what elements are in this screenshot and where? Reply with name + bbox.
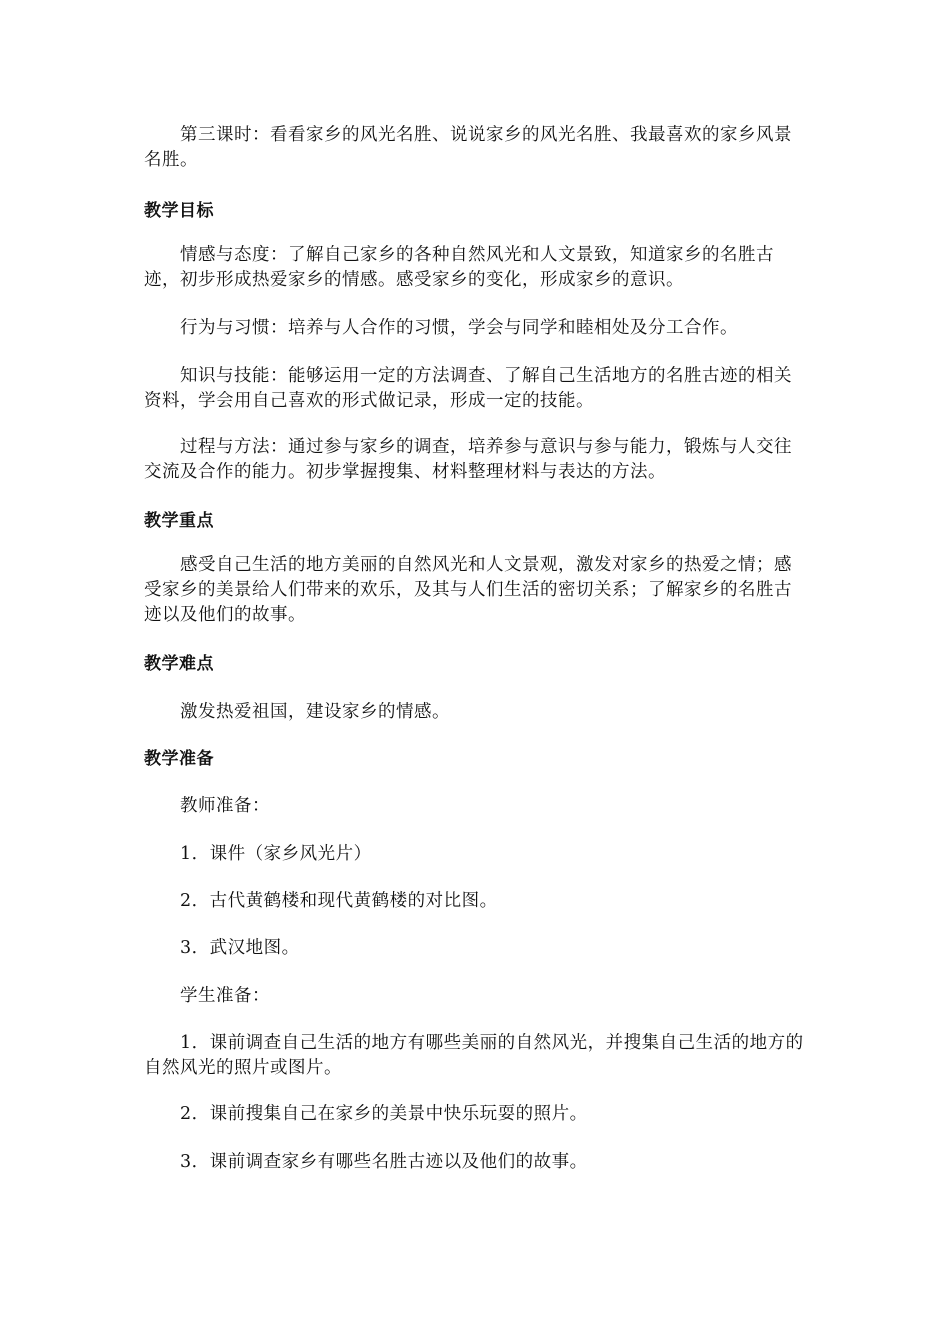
lesson-paragraph: 第三课时：看看家乡的风光名胜、说说家乡的风光名胜、我最喜欢的家乡风景名胜。 (144, 125, 792, 170)
key-paragraph: 感受自己生活的地方美丽的自然风光和人文景观，激发对家乡的热爱之情；感受家乡的美景给人们带来的欢乐，及其与人们生活的密切关系；了解家乡的名胜古迹以及他们的故事。 (144, 555, 792, 625)
teacher-prep-item: 2．古代黄鹤楼和现代黄鹤楼的对比图。 (180, 891, 498, 911)
prep-heading: 教学准备 (144, 749, 214, 769)
goal-behavior-paragraph: 行为与习惯：培养与人合作的习惯，学会与同学和睦相处及分工合作。 (180, 318, 738, 338)
goal-knowledge-paragraph: 知识与技能：能够运用一定的方法调查、了解自己生活地方的名胜古迹的相关资料，学会用自己喜欢的形式做记录，形成一定的技能。 (144, 366, 792, 411)
difficulty-heading: 教学难点 (144, 654, 214, 674)
student-prep-item: 2．课前搜集自己在家乡的美景中快乐玩耍的照片。 (180, 1104, 588, 1124)
goal-emotion-paragraph: 情感与态度：了解自己家乡的各种自然风光和人文景致，知道家乡的名胜古迹，初步形成热爱家乡的情感。感受家乡的变化，形成家乡的意识。 (144, 245, 774, 290)
teacher-prep-label: 教师准备： (180, 796, 270, 816)
difficulty-paragraph: 激发热爱祖国，建设家乡的情感。 (180, 702, 450, 722)
goal-process-paragraph: 过程与方法：通过参与家乡的调查，培养参与意识与参与能力，锻炼与人交往交流及合作的能力。初步掌握搜集、材料整理材料与表达的方法。 (144, 437, 792, 482)
student-prep-item: 3．课前调查家乡有哪些名胜古迹以及他们的故事。 (180, 1152, 588, 1172)
teacher-prep-item: 3．武汉地图。 (180, 938, 300, 958)
key-heading: 教学重点 (144, 511, 214, 531)
goals-heading: 教学目标 (144, 201, 214, 221)
student-prep-label: 学生准备： (180, 986, 270, 1006)
student-prep-item: 1．课前调查自己生活的地方有哪些美丽的自然风光，并搜集自己生活的地方的自然风光的照片或图片。 (144, 1033, 804, 1078)
teacher-prep-item: 1．课件（家乡风光片） (180, 844, 372, 864)
